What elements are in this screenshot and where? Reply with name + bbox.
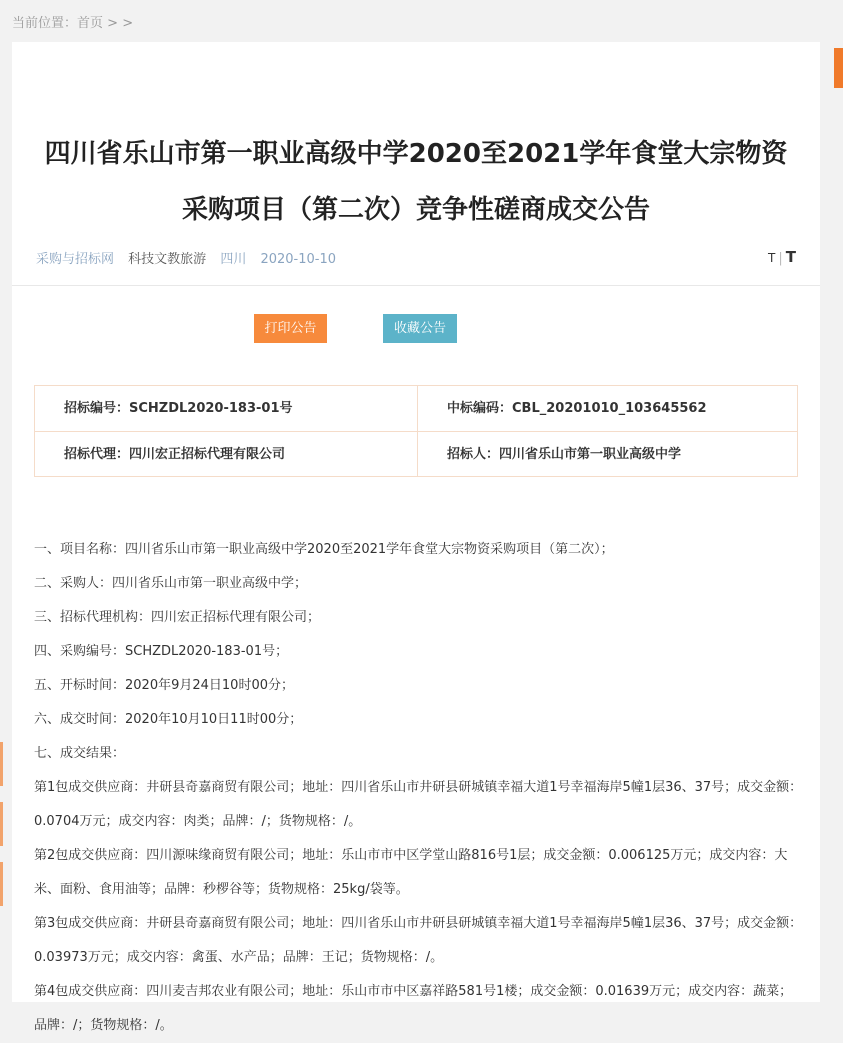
- side-tab-accent[interactable]: [834, 48, 843, 88]
- header-divider: [12, 285, 820, 286]
- body-paragraph: 七、成交结果：: [34, 746, 126, 761]
- font-small-button[interactable]: T: [768, 251, 776, 265]
- tender-agent: 招标代理：四川宏正招标代理有限公司: [64, 447, 286, 462]
- body-paragraph: 一、项目名称：四川省乐山市第一职业高级中学2020至2021学年食堂大宗物资采购项目（第二次）；: [34, 542, 614, 557]
- font-size-separator: |: [778, 251, 783, 266]
- article-title: 四川省乐山市第一职业高级中学2020至2021学年食堂大宗物资采购项目（第二次）竞争性磋商成交公告: [44, 139, 788, 225]
- breadcrumb-label: 当前位置：: [12, 16, 78, 31]
- info-table: [34, 385, 798, 477]
- font-size-switch: [768, 248, 796, 266]
- breadcrumb-home-link[interactable]: 首页: [77, 16, 104, 31]
- region-link[interactable]: 四川: [220, 252, 247, 267]
- body-paragraph: 五、开标时间：2020年9月24日10时00分；: [34, 678, 294, 693]
- print-button[interactable]: 打印公告: [254, 314, 327, 343]
- article-meta: [36, 248, 336, 267]
- favorite-button[interactable]: 收藏公告: [383, 314, 457, 343]
- breadcrumb-separator: >: [122, 16, 134, 31]
- body-paragraph: 第2包成交供应商：四川源味缘商贸有限公司；地址：乐山市市中区学堂山路816号1层；成交金额：0.006125万元；成交内容：大米、面粉、食用油等；品牌：秒椤谷等；货物规格：25kg/袋等。: [34, 848, 788, 897]
- side-float-accent: [0, 862, 3, 906]
- body-paragraph: 第1包成交供应商：井研县奇嘉商贸有限公司；地址：四川省乐山市井研县研城镇幸福大道1号幸福海岸5幢1层36、37号；成交金额：0.0704万元；成交内容：肉类；品牌：/；货物规格：/。: [34, 780, 803, 829]
- category-label: 科技文教旅游: [128, 252, 207, 267]
- side-float-accent: [0, 802, 3, 846]
- body-paragraph: 第3包成交供应商：井研县奇嘉商贸有限公司；地址：四川省乐山市井研县研城镇幸福大道1号幸福海岸5幢1层36、37号；成交金额：0.03973万元；成交内容：禽蛋、水产品；品牌：王记；货物规格：/。: [34, 916, 803, 965]
- body-paragraph: 四、采购编号：SCHZDL2020-183-01号；: [34, 644, 289, 659]
- body-paragraph: 六、成交时间：2020年10月10日11时00分；: [34, 712, 303, 727]
- table-divider: [35, 431, 797, 432]
- body-paragraph: 第4包成交供应商：四川麦吉邦农业有限公司；地址：乐山市市中区嘉祥路581号1楼；成交金额：0.01639万元；成交内容：蔬菜；品牌：/；货物规格：/。: [34, 984, 793, 1033]
- article-card: [12, 42, 820, 1033]
- font-large-button[interactable]: T: [785, 248, 796, 266]
- publish-date: 2020-10-10: [260, 252, 337, 267]
- body-paragraph: 三、招标代理机构：四川宏正招标代理有限公司；: [34, 610, 321, 625]
- article-body: [34, 533, 804, 1043]
- side-float-accent: [0, 742, 3, 786]
- breadcrumb: [12, 12, 133, 31]
- body-paragraph: 二、采购人：四川省乐山市第一职业高级中学；: [34, 576, 308, 591]
- source-link[interactable]: 采购与招标网: [36, 252, 115, 267]
- tenderer: 招标人：四川省乐山市第一职业高级中学: [447, 447, 682, 462]
- breadcrumb-separator: >: [103, 16, 123, 31]
- win-code: 中标编码：CBL_20201010_103645562: [447, 401, 707, 416]
- bid-number: 招标编号：SCHZDL2020-183-01号: [64, 401, 293, 416]
